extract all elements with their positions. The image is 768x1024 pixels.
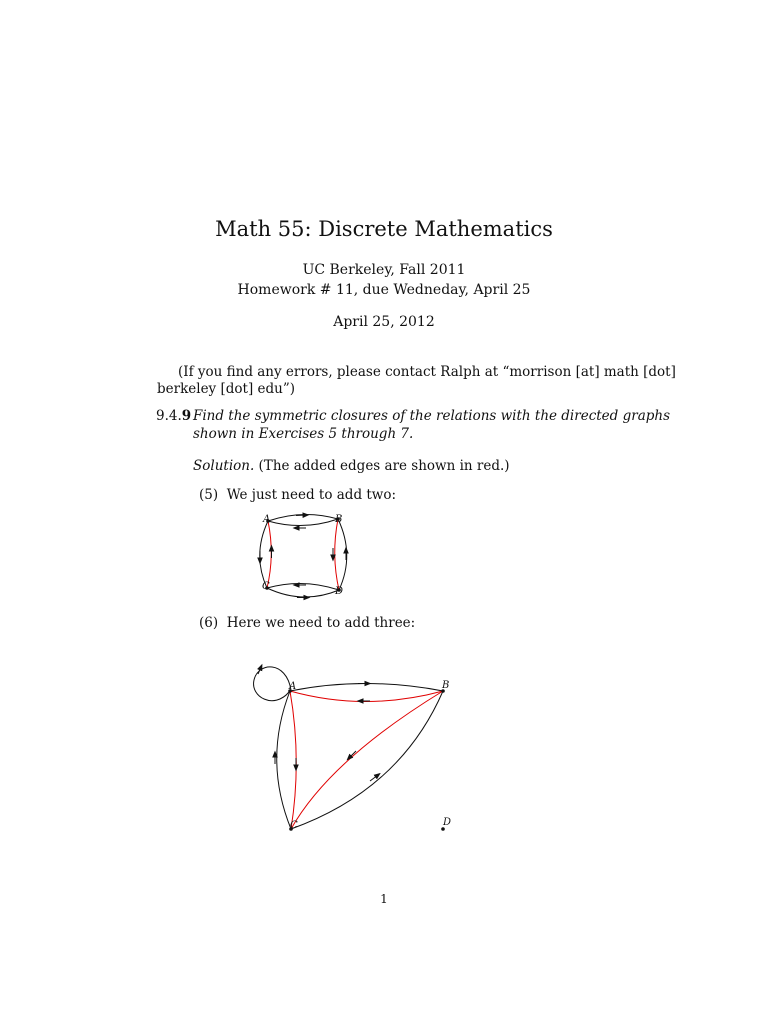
graph5-added-edge-d-b (335, 519, 339, 590)
graph-5-added (267, 519, 339, 590)
graph-5-added-arrows (272, 548, 334, 558)
graph6-label-b: B (442, 680, 450, 691)
item-6-text: Here we need to add three: (226, 615, 416, 631)
paper-title: Math 55: Discrete Mathematics (215, 217, 553, 241)
graph5-edge-b-d-outer (338, 519, 347, 590)
graph6-edge-c-b (291, 691, 443, 829)
errata-note-line1: (If you find any errors, please contact Ralph at “morrison [at] math [dot] (178, 364, 676, 380)
graph6-added-edge-b-a (290, 691, 443, 702)
graph6-label-c: C (290, 820, 298, 831)
exercise-number-bold: 9 (181, 408, 192, 424)
page-number: 1 (380, 892, 388, 906)
graph6-edge-a-b (290, 684, 443, 692)
graph6-added-edge-b-c (291, 691, 443, 829)
graph-6-vertices (288, 689, 445, 831)
solution-text: (The added edges are shown in red.) (254, 458, 510, 474)
graph6-arrow-c-b (370, 775, 378, 781)
graph5-label-d: D (335, 586, 344, 597)
graph5-label-a: A (263, 514, 271, 525)
errata-note-line2: berkeley [dot] edu”) (157, 381, 295, 397)
item-6-label: (6) (199, 615, 219, 631)
graph5-edge-c-d-upper (267, 583, 339, 590)
homework-line: Homework # 11, due Wedneday, April 25 (237, 282, 531, 298)
graph5-edge-a-c-outer (260, 521, 268, 588)
graph5-edge-c-d-lower (267, 588, 339, 597)
graph-6-added (290, 691, 443, 829)
item-5-text: We just need to add two: (226, 487, 397, 503)
graph5-label-c: C (262, 581, 270, 592)
graph5-label-b: B (335, 514, 343, 525)
date: April 25, 2012 (333, 314, 435, 330)
exercise-number-prefix: 9.4. (156, 408, 182, 424)
solution-label: Solution. (193, 458, 255, 474)
exercise-text-line1: Find the symmetric closures of the relations with the directed graphs (193, 408, 671, 424)
graph5-arrow-a-b-upper (296, 515, 306, 516)
graph5-added-edge-c-a (267, 521, 271, 588)
graph5-edge-b-a-lower (268, 519, 338, 526)
graph6-label-d: D (443, 817, 452, 828)
graph-6 (254, 667, 443, 829)
graph-5 (260, 514, 347, 597)
graph6-edge-c-a (277, 691, 291, 829)
graph6-label-a: A (289, 681, 297, 692)
item-5-label: (5) (199, 487, 219, 503)
exercise-text-line2: shown in Exercises 5 through 7. (193, 426, 414, 442)
graph-6-added-arrows (296, 701, 370, 768)
affiliation: UC Berkeley, Fall 2011 (302, 262, 466, 278)
graph6-added-edge-a-c (290, 691, 296, 829)
